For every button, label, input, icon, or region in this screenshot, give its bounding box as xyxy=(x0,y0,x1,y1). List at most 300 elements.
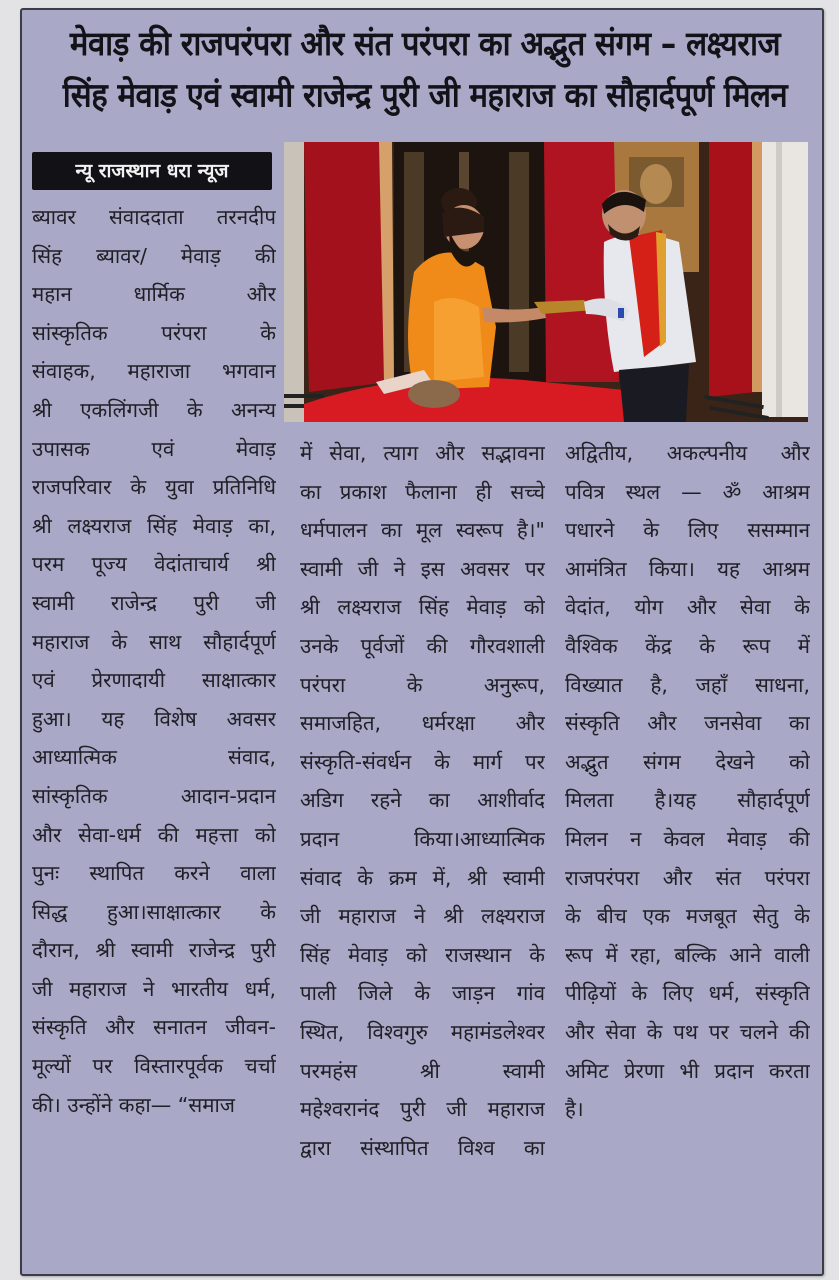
text-line xyxy=(32,777,276,816)
word: श्री xyxy=(419,1058,440,1083)
word: अवसर xyxy=(460,556,510,581)
word: मेवाड़ xyxy=(726,826,767,851)
word: करता xyxy=(768,1058,810,1083)
word: सेवा xyxy=(739,595,771,620)
word: सिंह xyxy=(300,942,331,967)
word: राजेन्द्र xyxy=(188,938,235,963)
word: जाड़न xyxy=(451,981,495,1006)
word: पूर्वजों xyxy=(360,633,405,658)
word: के xyxy=(646,1019,663,1044)
word: राजपरिवार xyxy=(32,475,112,500)
text-line xyxy=(565,974,810,1013)
word: युवा xyxy=(165,475,194,500)
text-line xyxy=(300,704,545,743)
word: सौहार्दपूर्ण xyxy=(737,788,810,813)
word: सौहार्दपूर्ण xyxy=(203,629,276,654)
word: पवित्र xyxy=(565,479,605,504)
article-photo xyxy=(284,142,808,422)
word: के xyxy=(260,320,276,345)
word: लक्ष्यराज xyxy=(481,904,545,929)
word: ने xyxy=(393,556,406,581)
word: को xyxy=(254,822,276,847)
word: स्वामी xyxy=(502,865,545,890)
word: सिद्ध xyxy=(32,899,68,924)
word: और xyxy=(32,822,62,847)
text-line xyxy=(565,666,810,705)
word: श्री xyxy=(256,552,276,577)
word: श्री xyxy=(95,938,116,963)
word: अमिट xyxy=(565,1058,609,1083)
word: महामंडलेश्वर xyxy=(450,1019,545,1044)
word: और xyxy=(780,441,810,465)
text-line xyxy=(300,974,545,1013)
word: अकल्पनीय xyxy=(666,441,748,465)
word: एवं xyxy=(32,668,55,693)
word: पूज्य xyxy=(91,552,127,577)
word: संस्कृति xyxy=(32,1015,87,1040)
word: विश्वगुरु xyxy=(367,1019,428,1044)
text-line xyxy=(300,781,545,820)
word: सिंह xyxy=(418,595,449,620)
column-middle xyxy=(300,434,545,1167)
word: स्थापित xyxy=(89,861,145,886)
word: रहने xyxy=(370,788,402,813)
text-line xyxy=(32,507,276,546)
word: साथ xyxy=(149,629,182,654)
text-line xyxy=(32,661,276,700)
word: का, xyxy=(248,513,276,538)
word: को xyxy=(788,749,810,774)
word: सांस्कृतिक xyxy=(32,783,108,808)
word: का xyxy=(788,711,810,736)
word: किया। xyxy=(648,556,695,581)
text-line xyxy=(32,584,276,623)
column-left xyxy=(32,198,276,1124)
text-line xyxy=(32,391,276,430)
word: के xyxy=(260,899,276,924)
word: साधना, xyxy=(754,672,810,697)
word: संवाद xyxy=(300,865,342,890)
text-line xyxy=(300,897,545,936)
text-line xyxy=(32,1008,276,1047)
word: सच्चे xyxy=(510,479,545,504)
text-line xyxy=(565,1013,810,1052)
word: मूल्यों xyxy=(32,1054,71,1079)
word: मेवाड़ xyxy=(348,942,388,967)
text-line xyxy=(300,666,545,705)
text-line xyxy=(300,473,545,512)
text-line xyxy=(32,738,276,777)
word: प्रदान xyxy=(300,826,340,851)
word: की xyxy=(788,1019,810,1044)
word: सनातन xyxy=(153,1015,207,1040)
word: यह xyxy=(717,556,740,581)
text-line xyxy=(300,820,545,859)
word: है।यह xyxy=(654,788,697,813)
word: ॐ xyxy=(722,479,742,504)
word: मजबूत xyxy=(685,904,737,929)
text-line xyxy=(565,434,810,473)
text-line xyxy=(32,970,276,1009)
word: में, xyxy=(432,865,452,890)
word: ब्यावर/ xyxy=(96,243,147,268)
text-line xyxy=(565,588,810,627)
word: पधारने xyxy=(565,518,615,543)
word: फैलाना xyxy=(405,479,457,504)
word: श्री xyxy=(32,397,52,422)
word: बल्कि xyxy=(674,942,717,967)
word: त्याग xyxy=(383,441,419,465)
text-line xyxy=(32,931,276,970)
headline-line-1: मेवाड़ की राजपरंपरा और संत परंपरा का अद्भुत संगम – लक्ष्यराज xyxy=(69,24,781,64)
word: रूप xyxy=(742,633,771,658)
word: करने xyxy=(174,861,210,886)
word: मेवाड़ xyxy=(180,243,221,268)
word: और xyxy=(565,1019,595,1044)
word: ने xyxy=(143,976,155,1001)
word: राजस्थान xyxy=(444,942,512,967)
word: के xyxy=(434,749,450,774)
text-line xyxy=(565,511,810,550)
word: का xyxy=(381,518,403,543)
word: पर xyxy=(92,1054,113,1079)
word: और xyxy=(105,1015,135,1040)
word: वाला xyxy=(240,861,276,886)
word: परमहंस xyxy=(300,1058,358,1083)
word: सेवा-धर्म xyxy=(78,822,141,847)
word: और xyxy=(647,711,677,736)
text-line xyxy=(300,936,545,975)
word: न xyxy=(630,826,642,851)
word: उपासक xyxy=(32,436,90,461)
word: प्रतिनिधि xyxy=(212,475,276,500)
word: एकलिंगजी xyxy=(80,397,159,422)
word: श्री xyxy=(443,904,464,929)
word: में xyxy=(300,441,313,465)
word: हुआ। xyxy=(32,706,72,731)
word: आध्यात्मिक xyxy=(32,745,117,770)
word: — xyxy=(681,479,702,504)
word: महाराजा xyxy=(127,359,191,384)
word: पर xyxy=(524,556,545,581)
word: के xyxy=(794,904,810,929)
word: संत xyxy=(715,865,742,890)
word: महाराज xyxy=(32,629,90,654)
word: स्वामी xyxy=(32,590,75,615)
text-line xyxy=(32,430,276,469)
word: धर्म, xyxy=(244,976,276,1001)
word: भी xyxy=(679,1058,700,1083)
word: श्री xyxy=(467,865,487,890)
word: सद्भावना xyxy=(481,441,545,465)
word: संस्कृति xyxy=(755,981,810,1006)
word: और xyxy=(435,441,465,465)
word: लिए xyxy=(687,518,719,543)
word: की xyxy=(426,633,448,658)
word: पुरी xyxy=(400,1097,426,1122)
word: धर्म, xyxy=(708,981,740,1006)
word: जी xyxy=(357,556,379,581)
text-line xyxy=(565,704,810,743)
word: राजपरंपरा xyxy=(565,865,640,890)
word: और xyxy=(662,865,693,890)
word: केवल xyxy=(663,826,705,851)
word: आमंत्रित xyxy=(565,556,627,581)
word: के xyxy=(643,518,659,543)
word: महान xyxy=(32,282,72,307)
word: उनके xyxy=(300,633,339,658)
word: के xyxy=(631,981,648,1006)
word: भारतीय xyxy=(171,976,229,1001)
text-line xyxy=(565,781,810,820)
word: केंद्र xyxy=(645,633,672,658)
word: आदान-प्रदान xyxy=(180,783,276,808)
word: संवाददाता xyxy=(108,205,184,229)
word: प्रकाश xyxy=(339,479,387,504)
word: मूल xyxy=(415,518,443,543)
word: स्थल xyxy=(625,479,661,504)
word: वैश्विक xyxy=(565,633,618,658)
word: और xyxy=(246,282,276,307)
word: मेवाड़ xyxy=(192,513,233,538)
word: के xyxy=(529,942,545,967)
article-panel xyxy=(20,8,824,1276)
word: पथ xyxy=(673,1019,699,1044)
word: द्वारा xyxy=(300,1135,331,1160)
word: गांव xyxy=(516,981,545,1006)
word: की xyxy=(788,826,810,851)
word: महाराज xyxy=(487,1097,545,1122)
text-line xyxy=(32,854,276,893)
word: पुनः xyxy=(32,861,60,886)
text-line xyxy=(565,1052,810,1091)
text-line xyxy=(32,893,276,932)
word: का xyxy=(428,788,450,813)
word: विशेष xyxy=(154,706,197,731)
word: का xyxy=(523,1135,545,1160)
word: के xyxy=(357,865,373,890)
word: लक्ष्यराज xyxy=(337,595,402,620)
word: जी xyxy=(255,590,276,615)
word: है, xyxy=(650,672,668,697)
text-line xyxy=(300,743,545,782)
word: ब्यावर xyxy=(32,205,76,229)
text-line xyxy=(32,468,276,507)
word: साक्षात्कार xyxy=(201,668,276,693)
word: परम xyxy=(32,552,65,577)
word: रूप xyxy=(565,942,593,967)
word: मिलता xyxy=(565,788,614,813)
word: के xyxy=(186,397,203,422)
article-headline xyxy=(36,18,814,122)
word: पर xyxy=(708,1019,729,1044)
word: सांस्कृतिक xyxy=(32,320,108,345)
word: जहाँ xyxy=(695,672,728,697)
text-line xyxy=(300,1052,545,1091)
word: संस्कृति-संवर्धन xyxy=(300,749,412,774)
text-line: की। उन्होंने कहा— “समाज xyxy=(32,1092,236,1117)
text-line xyxy=(565,936,810,975)
word: रहा, xyxy=(630,942,662,967)
word: किया।आध्यात्मिक xyxy=(414,826,545,851)
word: श्री xyxy=(300,595,320,620)
word: महेश्वरानंद xyxy=(300,1097,380,1122)
word: की xyxy=(157,822,179,847)
text-line xyxy=(300,588,545,627)
word: विस्तारपूर्वक xyxy=(134,1054,223,1079)
text-line xyxy=(565,859,810,898)
word: पर xyxy=(524,749,545,774)
word: अवसर xyxy=(226,706,276,731)
text-line xyxy=(300,511,545,550)
word: स्वामी xyxy=(130,938,174,963)
word: परंपरा xyxy=(161,320,207,345)
word: पीढ़ियों xyxy=(565,981,617,1006)
text-line xyxy=(565,550,810,589)
text-line xyxy=(32,198,276,237)
word: स्वामी xyxy=(300,556,343,581)
word: मेवाड़ xyxy=(466,595,507,620)
word: सेवा, xyxy=(329,441,367,465)
word: के xyxy=(794,595,810,620)
word: धर्मपालन xyxy=(300,518,368,543)
word: गौरवशाली xyxy=(469,633,545,658)
text-line xyxy=(32,314,276,353)
word: परंपरा xyxy=(764,865,810,890)
word: को xyxy=(523,595,545,620)
text-line xyxy=(300,434,545,473)
word: धार्मिक xyxy=(133,282,185,307)
column-right xyxy=(565,434,810,1129)
word: जी xyxy=(300,904,321,929)
word: वाली xyxy=(774,942,810,967)
word: मिलन xyxy=(565,826,608,851)
word: के xyxy=(111,629,128,654)
word: लक्ष्यराज xyxy=(67,513,132,538)
word: वेदांत, xyxy=(565,595,611,620)
word: सिंह xyxy=(147,513,178,538)
word: अनुरूप, xyxy=(483,672,545,697)
headline-line-2: सिंह मेवाड़ एवं स्वामी राजेन्द्र पुरी जी महाराज का सौहार्दपूर्ण मिलन xyxy=(62,76,788,116)
word: पुरी xyxy=(250,938,276,963)
word: स्वामी xyxy=(502,1058,545,1083)
word: महत्ता xyxy=(195,822,239,847)
word: चर्चा xyxy=(244,1054,276,1079)
word: के xyxy=(565,904,581,929)
text-line: है। xyxy=(565,1097,584,1122)
word: एवं xyxy=(151,436,175,461)
photo-illustration xyxy=(284,142,808,422)
word: स्वरूप xyxy=(456,518,503,543)
word: संस्कृति xyxy=(565,711,620,736)
word: में xyxy=(797,633,810,658)
word: के xyxy=(406,672,423,697)
word: जनसेवा xyxy=(704,711,762,736)
word: तरनदीप xyxy=(216,205,276,229)
word: सेवा xyxy=(605,1019,636,1044)
word: के xyxy=(699,633,716,658)
word: जी xyxy=(446,1097,467,1122)
word: सेतु xyxy=(752,904,779,929)
word: संस्थापित xyxy=(360,1135,429,1160)
word: आशीर्वाद xyxy=(477,788,545,813)
text-line xyxy=(32,700,276,739)
word: हुआ।साक्षात्कार xyxy=(107,899,221,924)
text-line xyxy=(300,859,545,898)
word: वेदांताचार्य xyxy=(154,552,229,577)
word: चलने xyxy=(739,1019,779,1044)
text-line xyxy=(300,1129,545,1168)
word: राजेन्द्र xyxy=(110,590,157,615)
word: प्रेरणा xyxy=(623,1058,665,1083)
word: पुरी xyxy=(193,590,219,615)
text-line xyxy=(565,473,810,512)
text-line xyxy=(565,743,810,782)
word: भगवान xyxy=(221,359,276,384)
word: धर्मरक्षा xyxy=(421,711,475,736)
word: मेवाड़ xyxy=(236,436,276,461)
word: प्रदान xyxy=(714,1058,754,1083)
word: प्रेरणादायी xyxy=(91,668,166,693)
word: क्रम xyxy=(388,865,417,890)
word: है।" xyxy=(516,518,545,543)
text-line xyxy=(565,820,810,859)
word: आश्रम xyxy=(762,479,810,504)
word: के xyxy=(414,981,431,1006)
word: परंपरा xyxy=(300,672,346,697)
word: देखने xyxy=(715,749,755,774)
word: लिए xyxy=(662,981,694,1006)
word: योग xyxy=(634,595,664,620)
word: विश्व xyxy=(457,1135,495,1160)
word: आश्रम xyxy=(762,556,810,581)
word: श्री xyxy=(32,513,52,538)
word: पाली xyxy=(300,981,337,1006)
word: संवाद, xyxy=(228,745,276,770)
word: अडिग xyxy=(300,788,344,813)
word: आने xyxy=(728,942,762,967)
word: दौरान, xyxy=(32,938,80,963)
text-line xyxy=(300,550,545,589)
word: जी xyxy=(32,976,53,1001)
word: महाराज xyxy=(338,904,396,929)
text-line xyxy=(32,1047,276,1086)
text-line xyxy=(300,1090,545,1129)
word: बीच xyxy=(596,904,627,929)
text-line xyxy=(32,237,276,276)
word: ही xyxy=(475,479,492,504)
word: ने xyxy=(413,904,426,929)
word: अद्भुत xyxy=(565,749,609,774)
text-line xyxy=(32,623,276,662)
text-line xyxy=(32,275,276,314)
word: संवाहक, xyxy=(32,359,96,384)
word: यह xyxy=(101,706,125,731)
text-line xyxy=(32,545,276,584)
word: के xyxy=(130,475,147,500)
word: की xyxy=(254,243,276,268)
word: सिंह xyxy=(32,243,63,268)
word: अनन्य xyxy=(231,397,276,422)
word: और xyxy=(686,595,717,620)
word: इस xyxy=(420,556,445,581)
text-line xyxy=(300,627,545,666)
word: और xyxy=(515,711,545,736)
word: ससम्मान xyxy=(747,518,810,543)
text-line xyxy=(565,897,810,936)
word: जीवन- xyxy=(225,1015,276,1040)
word: एक xyxy=(642,904,670,929)
